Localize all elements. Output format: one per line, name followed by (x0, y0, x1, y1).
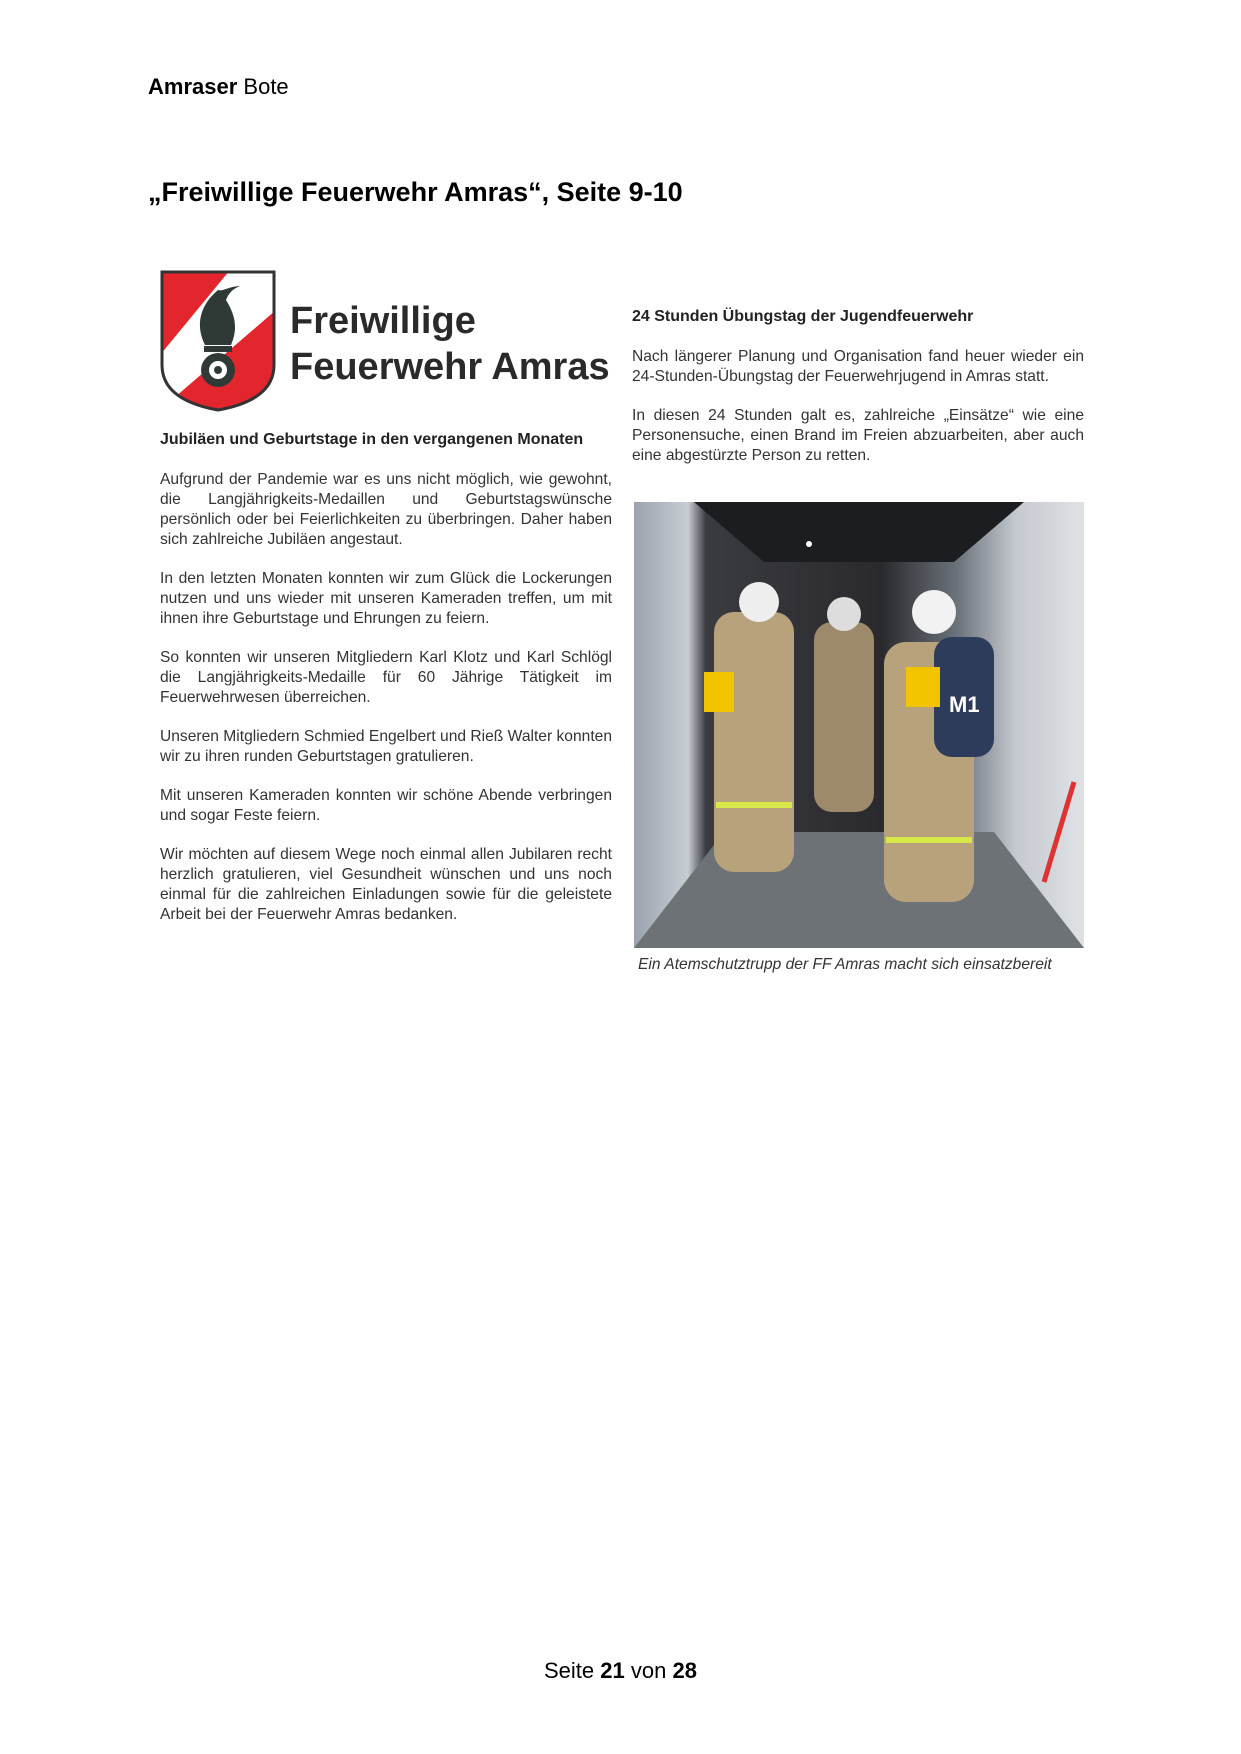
logo-wordmark (290, 298, 610, 390)
paragraph: Nach längerer Planung und Organisation fand heuer wieder ein 24-Stunden-Übungstag der Feuerwehrjugend in Amras statt. (632, 348, 1084, 385)
left-article (160, 430, 612, 944)
paragraph: So konnten wir unseren Mitgliedern Karl Klotz und Karl Schlögl die Langjährigkeits-Medaille für 60 Jährige Tätigkeit im Feuerwehrwesen überreichen. (160, 649, 612, 706)
paragraph: In diesen 24 Stunden galt es, zahlreiche „Einsätze“ wie eine Personensuche, einen Brand im Freien abzuarbeiten, aber auch eine abgestürzte Person zu retten. (632, 407, 1084, 464)
publication-header (148, 74, 289, 100)
logo-line-2: Feuerwehr Amras (290, 346, 610, 388)
firefighter-middle (814, 597, 874, 812)
paragraph: In den letzten Monaten konnten wir zum Glück die Lockerungen nutzen und uns wieder mit unseren Kameraden treffen, um mit ihnen ihre Geburtstage und Ehrungen zu feiern. (160, 570, 612, 627)
fire-brigade-shield-logo (160, 270, 276, 412)
paragraph: Mit unseren Kameraden konnten wir schöne Abende verbringen und sogar Feste feiern. (160, 787, 612, 824)
publication-name-rest: Bote (243, 74, 289, 99)
page-number-footer (0, 1658, 1241, 1684)
photo-scene (634, 502, 1084, 948)
paragraph: Aufgrund der Pandemie war es uns nicht möglich, wie gewohnt, die Langjährigkeits-Medaillen und Geburtstagswünsche persönlich oder bei Feierlichkeiten zu überbringen. Daher haben sich zahlreiche Jubiläen angestaut. (160, 471, 612, 548)
total-pages: 28 (672, 1658, 697, 1683)
photo-caption: Ein Atemschutztrupp der FF Amras macht sich einsatzbereit (638, 956, 1052, 973)
page-title: „Freiwillige Feuerwehr Amras“, Seite 9-10 (148, 177, 683, 207)
logo-line-1: Freiwillige (290, 300, 476, 342)
cylinder-label: M1 (949, 692, 980, 717)
paragraph: Unseren Mitgliedern Schmied Engelbert und Rieß Walter konnten wir zu ihren runden Geburtstagen gratulieren. (160, 728, 612, 765)
footer-prefix: Seite (544, 1658, 595, 1683)
firefighter-left (704, 582, 794, 872)
current-page: 21 (600, 1658, 625, 1683)
right-article-heading: 24 Stunden Übungstag der Jugendfeuerwehr (632, 308, 974, 325)
publication-name-bold: Amraser (148, 74, 238, 99)
left-article-heading: Jubiläen und Geburtstage in den vergangenen Monaten (160, 431, 584, 448)
firefighters-photo (634, 502, 1084, 948)
right-article (632, 307, 1084, 485)
footer-middle: von (630, 1658, 667, 1683)
paragraph: Wir möchten auf diesem Wege noch einmal allen Jubilaren recht herzlich gratulieren, viel Gesundheit wünschen und uns noch einmal für die zahlreichen Einladungen sowie für die geleistete Arbeit bei der Feuerwehr Amras bedanken. (160, 846, 612, 923)
